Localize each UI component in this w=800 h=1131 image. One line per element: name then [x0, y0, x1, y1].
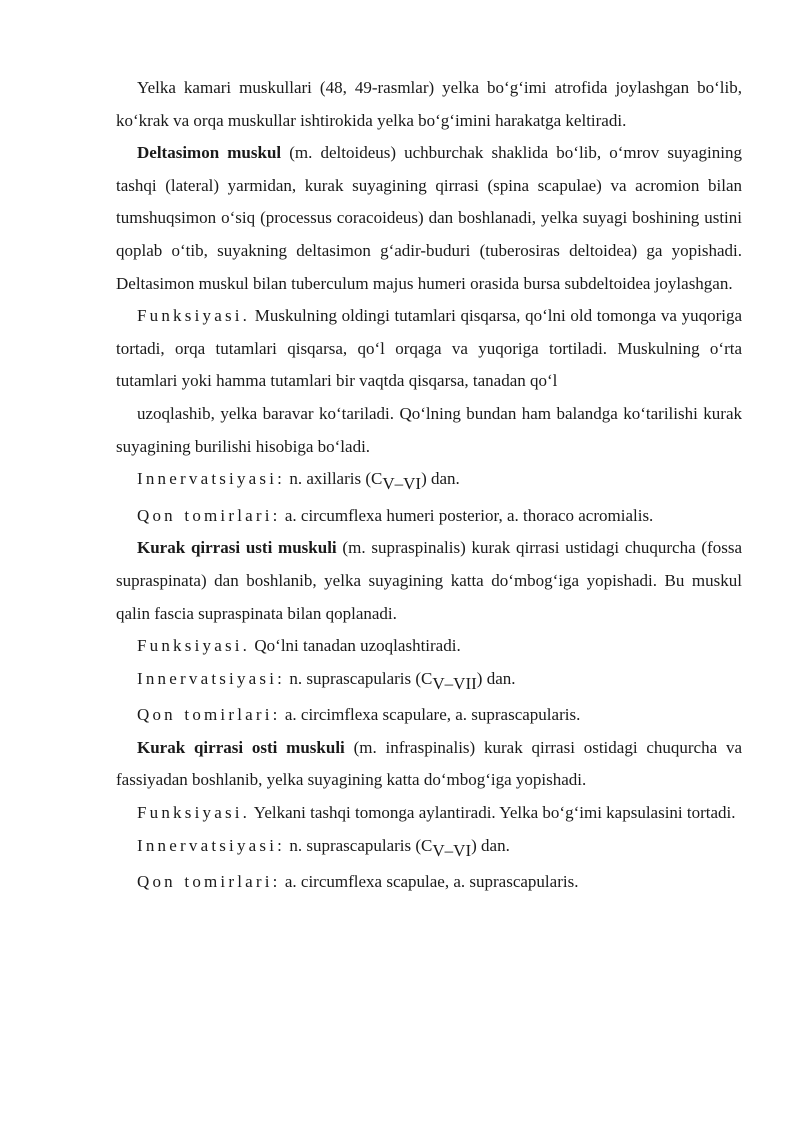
label-function: Funksiyasi.: [137, 803, 251, 823]
paragraph-function-deltoid-cont: [116, 398, 742, 463]
vessels-infraspinatus: [116, 866, 742, 899]
function-supraspinatus-text: Qo‘lni tanadan uzoqlashtiradi.: [250, 636, 461, 656]
paragraph-function-deltoid-cont-text: uzoqlashib, yelka baravar ko‘tariladi. Qo‘lning bundan ham balandga ko‘tarilishi kurak suyagining burilishi hisobiga bo‘ladi.: [116, 403, 742, 456]
paragraph-infraspinatus-text: (m. infraspinalis) kurak qirrasi ostidagi chuqurcha va fassiyadan boshlanib, yelka suyagining katta do‘mbog‘iga yopishadi.: [116, 737, 742, 790]
label-innervation: Innervatsiyasi:: [137, 469, 286, 489]
innervation-deltoid-end: ) dan.: [421, 469, 460, 489]
paragraph-intro: [116, 72, 742, 137]
function-infraspinatus: [116, 797, 742, 830]
label-vessels-a: Qon: [137, 705, 176, 725]
paragraph-supraspinatus: [116, 532, 742, 630]
label-function: Funksiyasi.: [137, 306, 251, 326]
innervation-infraspinatus-text: n. suprascapularis (C: [285, 835, 433, 855]
innervation-supraspinatus-end: ) dan.: [476, 668, 516, 688]
paragraph-supraspinatus-text: (m. supraspinalis) kurak qirrasi ustidagi chuqurcha (fossa supraspinata) dan boshlanib, yelka suyagining katta do‘mbog‘iga yopishadi. Bu muskul qalin fascia supraspinata bilan qoplanadi.: [116, 538, 742, 623]
innervation-deltoid-text: n. axillaris (C: [285, 469, 383, 489]
label-function: Funksiyasi.: [137, 636, 251, 656]
vessels-infraspinatus-text: a. circumflexa scapulae, a. suprascapularis.: [280, 872, 579, 892]
innervation-infraspinatus: [116, 830, 742, 863]
label-innervation: Innervatsiyasi:: [137, 668, 286, 688]
vessels-deltoid-text: a. circumflexa humeri posterior, a. thoraco acromialis.: [280, 505, 654, 525]
label-vessels-b: tomirlari:: [184, 872, 281, 892]
vessels-deltoid: [116, 500, 742, 533]
label-innervation: Innervatsiyasi:: [137, 835, 286, 855]
paragraph-function-deltoid: [116, 300, 742, 398]
innervation-deltoid: [116, 463, 742, 496]
paragraph-intro-text: Yelka kamari muskullari (48, 49-rasmlar) yelka bo‘g‘imi atrofida joylashgan bo‘lib, ko‘krak va orqa muskullar ishtirokida yelka bo‘g‘imini harakatga keltiradi.: [116, 78, 742, 130]
paragraph-deltoid: [116, 137, 742, 300]
paragraph-infraspinatus: [116, 732, 742, 797]
innervation-deltoid-sub: V–VI: [382, 474, 422, 494]
innervation-supraspinatus-text: n. suprascapularis (C: [285, 668, 433, 688]
term-supraspinatus: Kurak qirrasi usti muskuli: [137, 538, 337, 558]
function-infraspinatus-text: Yelkani tashqi tomonga aylantiradi. Yelka bo‘g‘imi kapsulasini tortadi.: [250, 803, 736, 823]
vessels-supraspinatus-text: a. circimflexa scapulare, a. suprascapularis.: [280, 705, 581, 725]
label-vessels-a: Qon: [137, 505, 176, 525]
label-vessels-b: tomirlari:: [184, 505, 281, 525]
document-page: [116, 72, 742, 899]
label-vessels-b: tomirlari:: [184, 705, 281, 725]
innervation-supraspinatus-sub: V–VII: [432, 673, 477, 693]
term-deltoid: Deltasimon muskul: [137, 143, 282, 163]
paragraph-function-deltoid-text: Muskulning oldingi tutamlari qisqarsa, qo‘lni old tomonga va yuqoriga tortadi, orqa tutamlari qisqarsa, qo‘l orqaga va yuqoriga tortiladi. Muskulning o‘rta tutamlari yoki hamma tutamlari bir vaqtda qisqarsa, tanadan qo‘l: [116, 306, 742, 391]
paragraph-deltoid-text: (m. deltoideus) uchburchak shaklida bo‘lib, o‘mrov suyagining tashqi (lateral) yarmidan, kurak suyagining qirrasi (spina scapulae) va acromion bilan tumshuqsimon o‘siq (processus coracoideus) dan boshlanadi, yelka suyagi boshining ustini qoplab o‘tib, suyakning deltasimon g‘adir-buduri (tuberosiras deltoidea) ga yopishadi. Deltasimon muskul bilan tuberculum majus humeri orasida bursa subdeltoidea joylashgan.: [116, 143, 742, 293]
innervation-infraspinatus-sub: V–VI: [432, 840, 472, 860]
function-supraspinatus: [116, 630, 742, 663]
label-vessels-a: Qon: [137, 872, 176, 892]
innervation-infraspinatus-end: ) dan.: [471, 835, 510, 855]
innervation-supraspinatus: [116, 663, 742, 696]
vessels-supraspinatus: [116, 699, 742, 732]
term-infraspinatus: Kurak qirrasi osti muskuli: [137, 737, 345, 757]
